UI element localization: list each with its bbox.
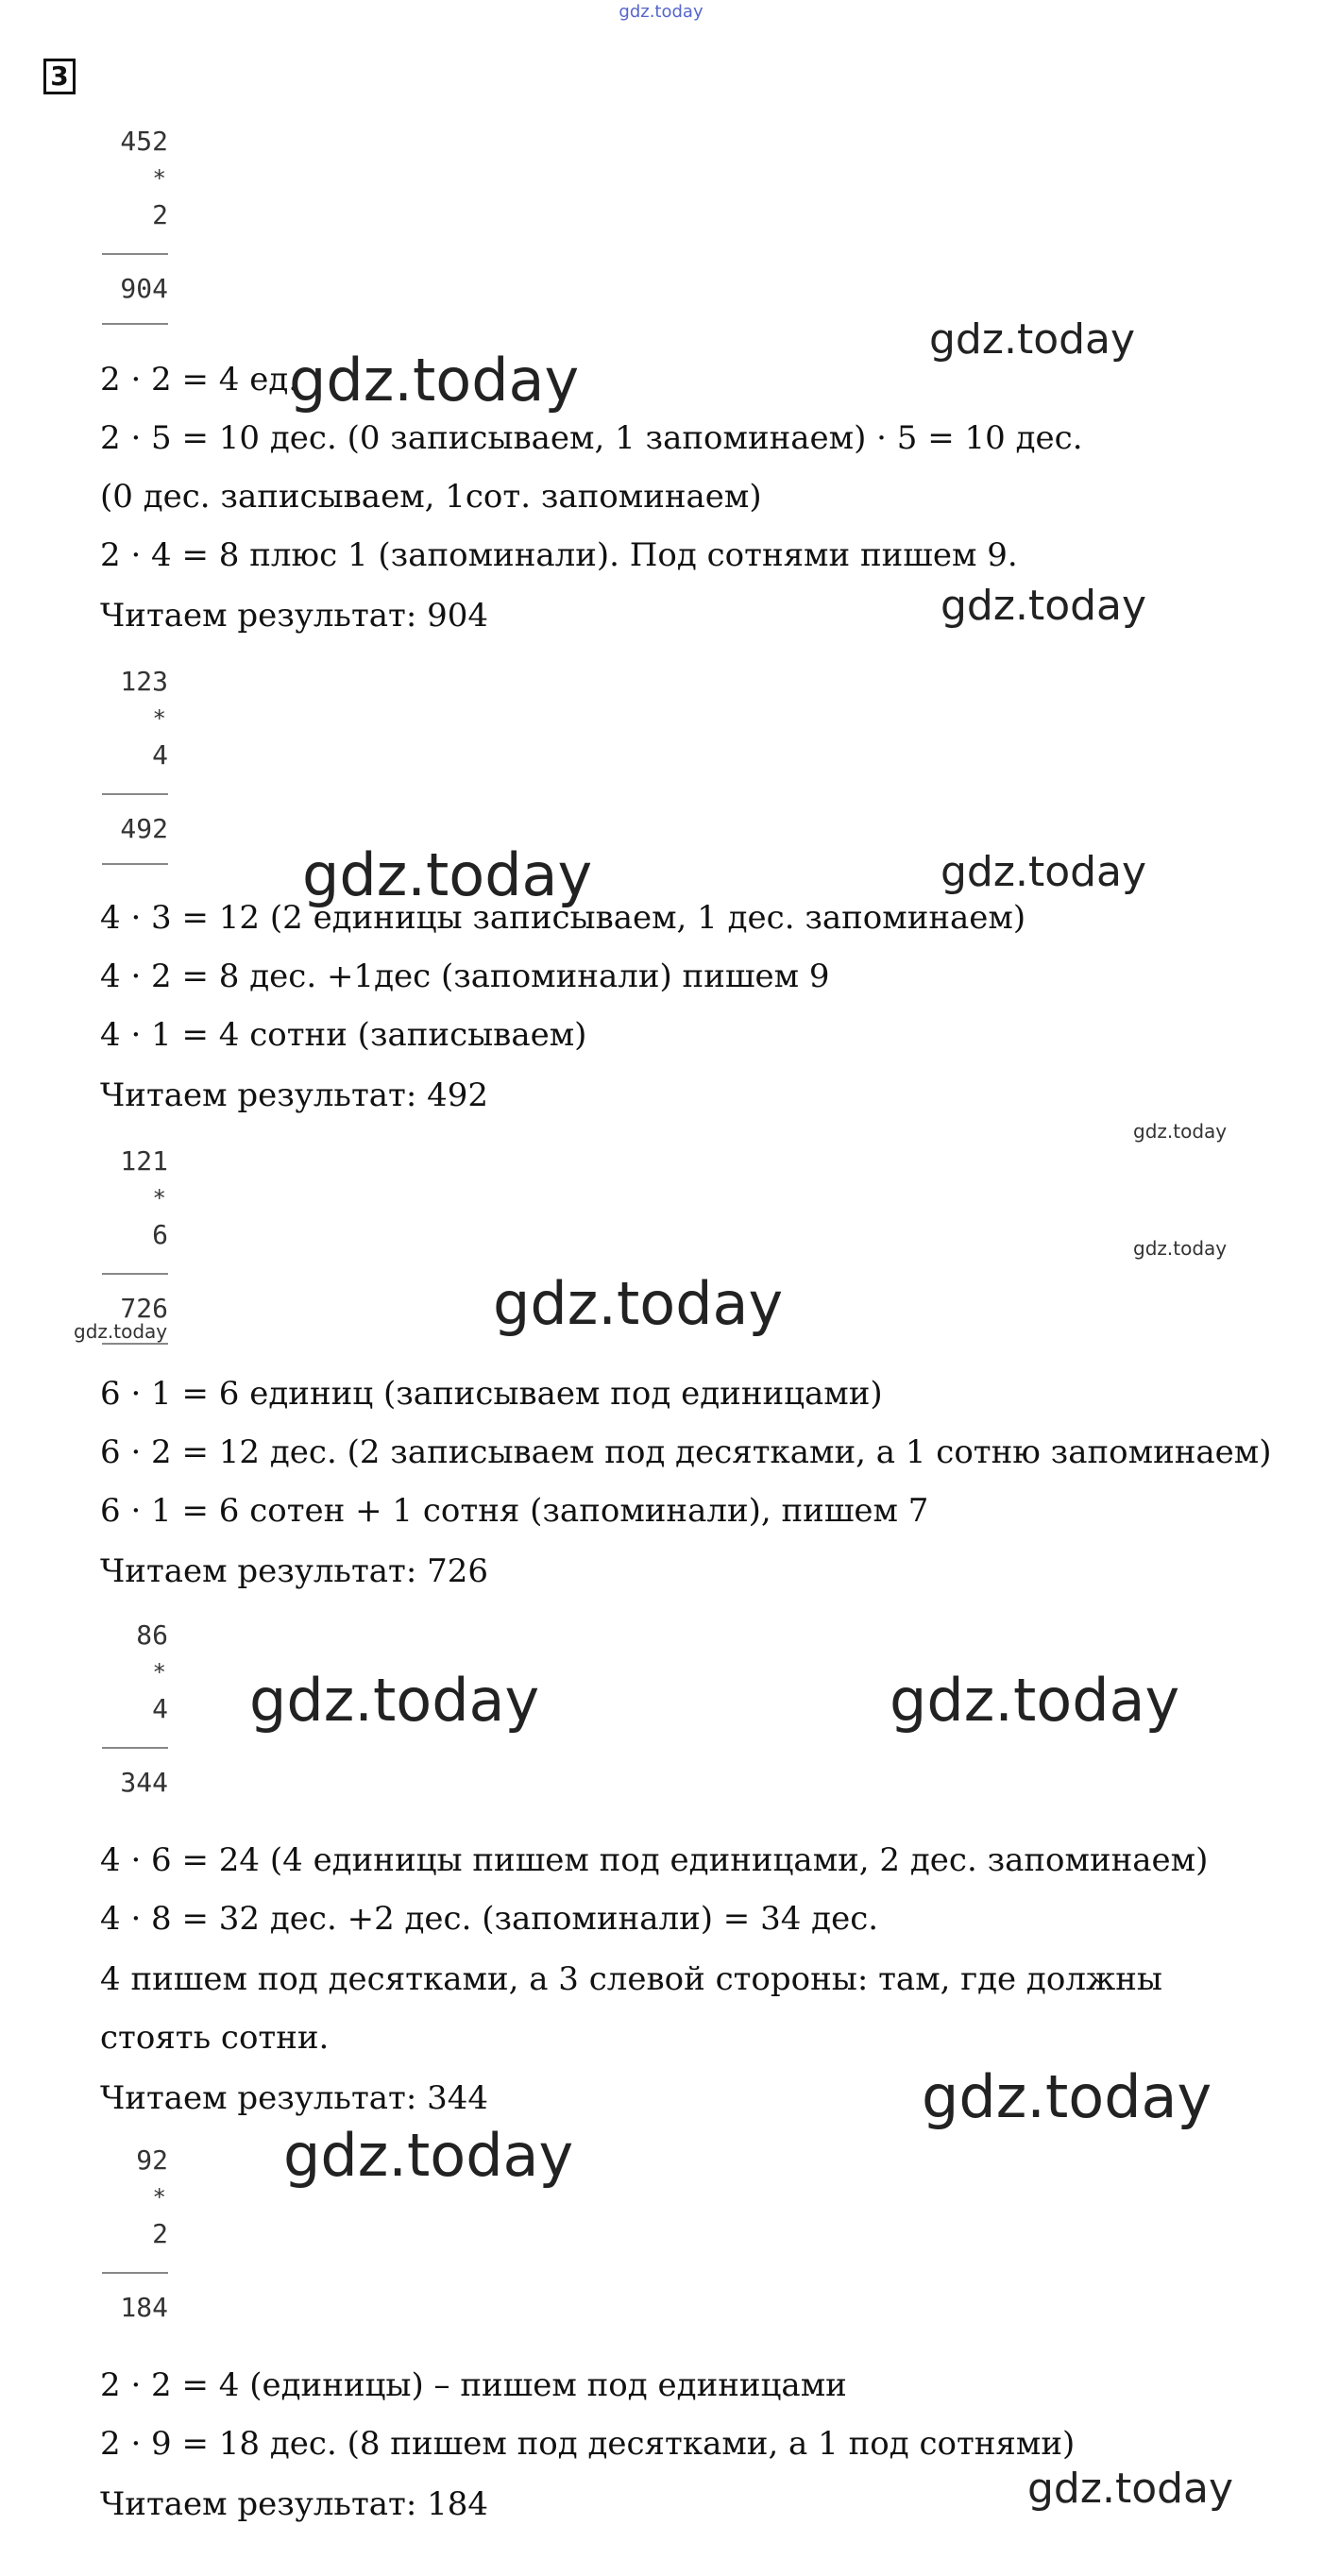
multiplicand: 86 bbox=[136, 1619, 168, 1651]
explanation-line: 2 · 4 = 8 плюс 1 (запоминали). Под сотнями пишем 9. bbox=[100, 536, 1018, 574]
result-rule bbox=[102, 793, 168, 795]
multiply-sign: * bbox=[152, 1659, 166, 1686]
result-rule bbox=[102, 253, 168, 255]
explanation-line: 2 · 2 = 4 (единицы) – пишем под единицами bbox=[100, 2366, 847, 2404]
product: 344 bbox=[120, 1767, 168, 1798]
multiplier: 2 bbox=[152, 2218, 168, 2249]
explanation-line: стоять сотни. bbox=[100, 2019, 330, 2057]
multiplicand: 123 bbox=[120, 666, 168, 697]
column-multiplication-1 bbox=[102, 125, 168, 332]
multiplicand: 452 bbox=[120, 126, 168, 157]
top-watermark: gdz.today bbox=[619, 2, 703, 22]
result-line: Читаем результат: 904 bbox=[100, 597, 488, 635]
product: 492 bbox=[120, 813, 168, 844]
watermark: gdz.today bbox=[283, 2121, 574, 2190]
explanation-line: 4 · 2 = 8 дес. +1дес (запоминали) пишем 9 bbox=[100, 958, 830, 995]
result-rule bbox=[102, 1747, 168, 1749]
explanation-line: 6 · 2 = 12 дес. (2 записываем под десятками, а 1 сотню запоминаем) bbox=[100, 1433, 1272, 1471]
task-number-box: 3 bbox=[43, 59, 76, 94]
result-line: Читаем результат: 184 bbox=[100, 2485, 488, 2523]
explanation-line: 4 · 1 = 4 сотни (записываем) bbox=[100, 1016, 587, 1054]
bottom-rule bbox=[102, 1343, 168, 1345]
explanation-line: 4 · 3 = 12 (2 единицы записываем, 1 дес. запоминаем) bbox=[100, 899, 1026, 937]
product: 184 bbox=[120, 2292, 168, 2323]
product: 726 bbox=[120, 1293, 168, 1324]
multiplier: 6 bbox=[152, 1219, 168, 1250]
watermark: gdz.today bbox=[302, 840, 593, 909]
multiplier: 4 bbox=[152, 739, 168, 771]
result-line: Читаем результат: 492 bbox=[100, 1076, 488, 1114]
explanation-line: 4 пишем под десятками, а 3 слевой стороны: там, где должны bbox=[100, 1960, 1162, 1998]
explanation-line: (0 дес. записываем, 1сот. запоминаем) bbox=[100, 478, 762, 516]
explanation-line: 6 · 1 = 6 единиц (записываем под единицами) bbox=[100, 1375, 883, 1413]
column-multiplication-2 bbox=[102, 665, 168, 873]
explanation-line: 2 · 5 = 10 дес. (0 записываем, 1 запоминаем) · 5 = 10 дес. bbox=[100, 419, 1083, 457]
watermark: gdz.today bbox=[1133, 1120, 1228, 1143]
watermark: gdz.today bbox=[1133, 1237, 1228, 1260]
multiplicand: 121 bbox=[120, 1145, 168, 1177]
watermark: gdz.today bbox=[941, 848, 1147, 896]
watermark: gdz.today bbox=[493, 1269, 784, 1338]
explanation-line: 6 · 1 = 6 сотен + 1 сотня (запоминали), пишем 7 bbox=[100, 1492, 929, 1530]
result-rule bbox=[102, 1273, 168, 1275]
product: 904 bbox=[120, 273, 168, 304]
multiply-sign: * bbox=[152, 165, 166, 192]
column-multiplication-5 bbox=[102, 2144, 168, 2332]
watermark: gdz.today bbox=[74, 1320, 168, 1343]
explanation-line: 4 · 8 = 32 дес. +2 дес. (запоминали) = 34 дес. bbox=[100, 1900, 879, 1938]
multiply-sign: * bbox=[152, 2184, 166, 2211]
multiply-sign: * bbox=[152, 1185, 166, 1212]
watermark: gdz.today bbox=[941, 582, 1147, 630]
result-line: Читаем результат: 344 bbox=[100, 2079, 488, 2117]
multiplicand: 92 bbox=[136, 2144, 168, 2176]
watermark: gdz.today bbox=[890, 1666, 1180, 1735]
result-rule bbox=[102, 2272, 168, 2274]
multiply-sign: * bbox=[152, 705, 166, 732]
watermark: gdz.today bbox=[1027, 2465, 1234, 2513]
column-multiplication-4 bbox=[102, 1618, 168, 1807]
multiplier: 4 bbox=[152, 1693, 168, 1724]
watermark: gdz.today bbox=[249, 1666, 540, 1735]
multiplier: 2 bbox=[152, 199, 168, 230]
explanation-line: 4 · 6 = 24 (4 единицы пишем под единицами, 2 дес. запоминаем) bbox=[100, 1841, 1209, 1879]
watermark: gdz.today bbox=[929, 315, 1136, 364]
result-line: Читаем результат: 726 bbox=[100, 1552, 488, 1590]
watermark: gdz.today bbox=[922, 2062, 1212, 2131]
bottom-rule bbox=[102, 323, 168, 325]
watermark: gdz.today bbox=[289, 346, 580, 415]
bottom-rule bbox=[102, 863, 168, 865]
explanation-line: 2 · 9 = 18 дес. (8 пишем под десятками, а 1 под сотнями) bbox=[100, 2425, 1076, 2463]
explanation-line: 2 · 2 = 4 ед. bbox=[100, 361, 299, 398]
